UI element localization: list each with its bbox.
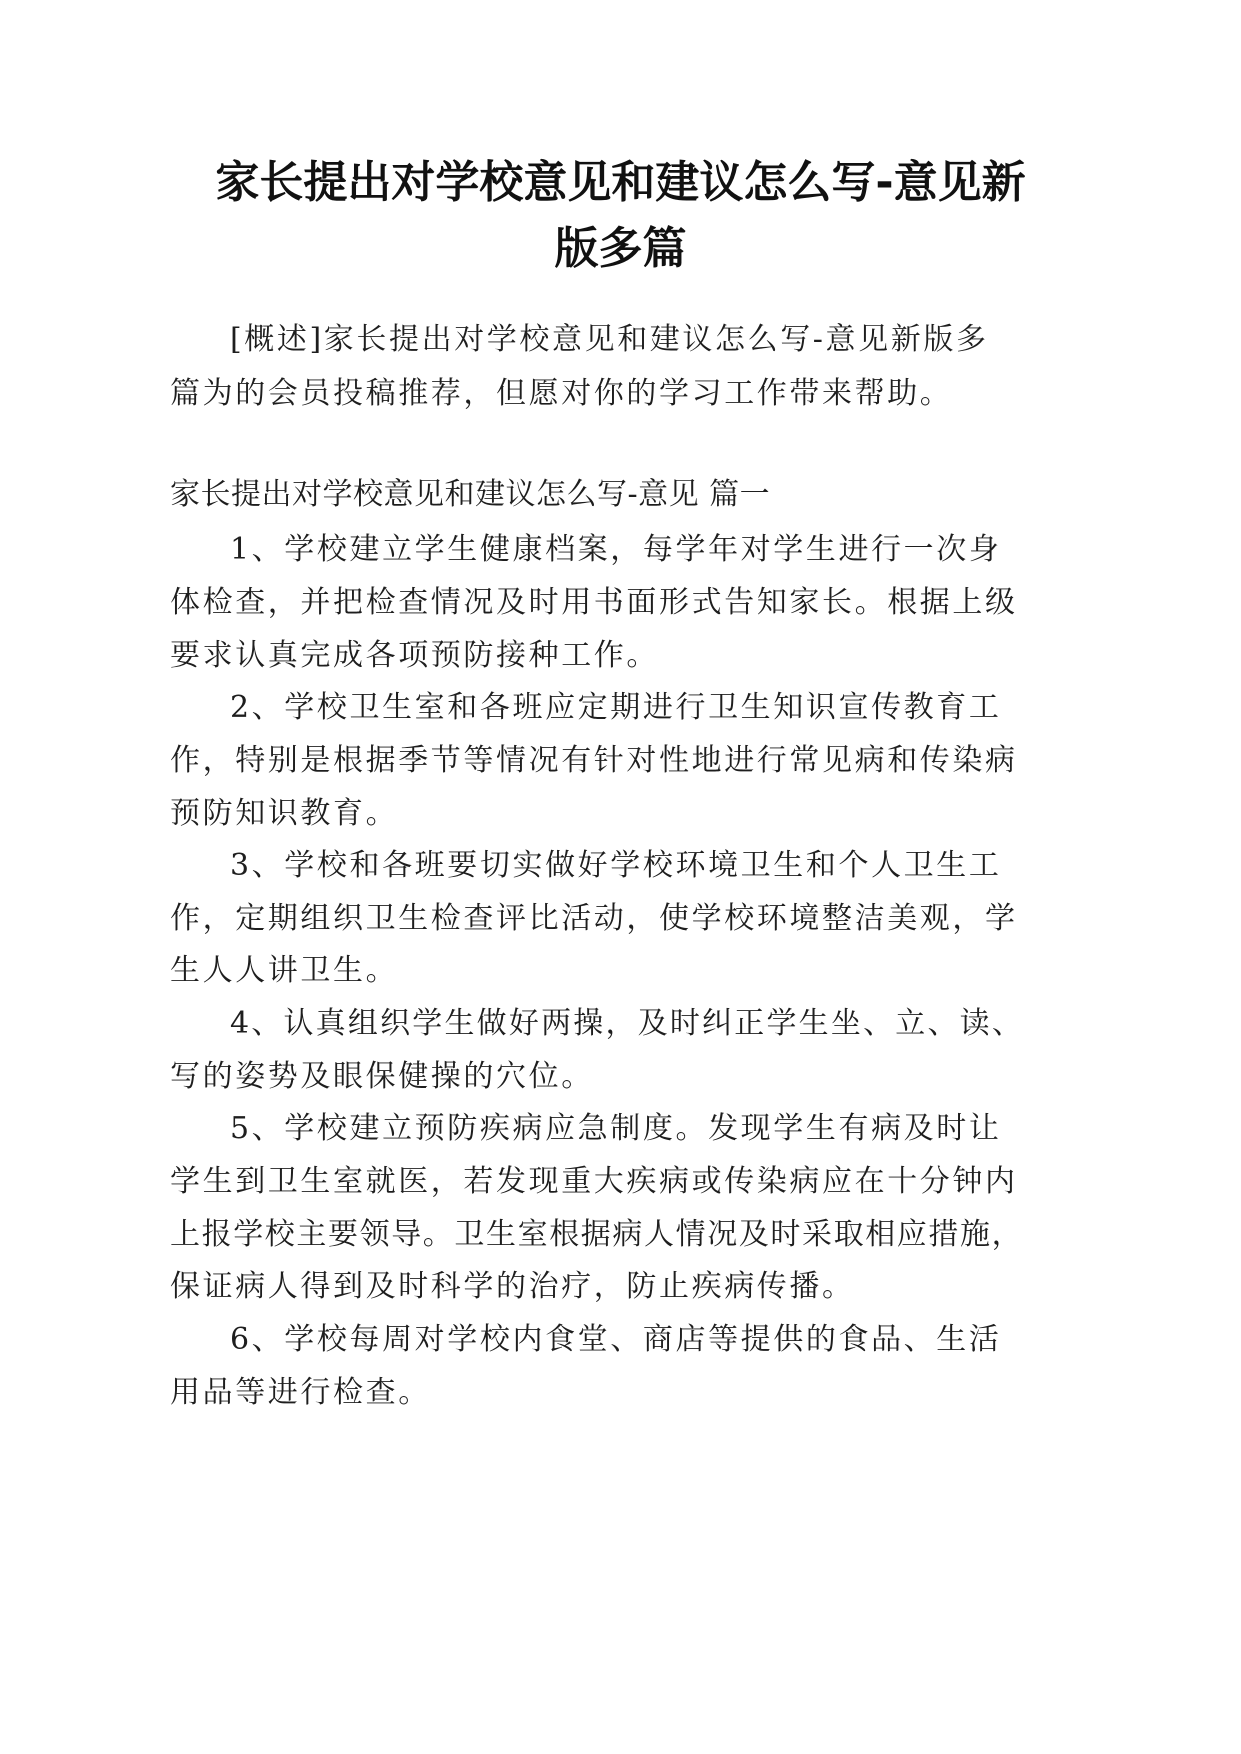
- item-1-line-2: 体检查，并把检查情况及时用书面形式告知家长。根据上级: [170, 585, 1018, 620]
- item-2-line-1: 2、学校卫生室和各班应定期进行卫生知识宣传教育工: [230, 690, 1002, 725]
- item-6-line-1: 6、学校每周对学校内食堂、商店等提供的食品、生活: [230, 1322, 1002, 1357]
- item-3-line-3: 生人人讲卫生。: [170, 953, 399, 988]
- item-6-line-2: 用品等进行检查。: [170, 1375, 431, 1410]
- item-1-line-3: 要求认真完成各项预防接种工作。: [170, 638, 659, 673]
- summary-line-2: 篇为的会员投稿推荐，但愿对你的学习工作带来帮助。: [170, 376, 953, 411]
- document-title: [140, 150, 1101, 282]
- item-5-line-4: 保证病人得到及时科学的治疗，防止疾病传播。: [170, 1269, 855, 1304]
- item-5-line-1: 5、学校建立预防疾病应急制度。发现学生有病及时让: [230, 1111, 1002, 1146]
- item-4-line-1: 4、认真组织学生做好两操，及时纠正学生坐、立、读、: [230, 1006, 1025, 1041]
- section-heading: 家长提出对学校意见和建议怎么写-意见 篇一: [170, 477, 771, 512]
- item-3-line-2: 作，定期组织卫生检查评比活动，使学校环境整洁美观，学: [170, 901, 1018, 936]
- item-1-line-1: 1、学校建立学生健康档案，每学年对学生进行一次身: [230, 532, 1002, 567]
- title-line-1: 家长提出对学校意见和建议怎么写-意见新: [215, 157, 1026, 208]
- item-4-line-2: 写的姿势及眼保健操的穴位。: [170, 1059, 594, 1094]
- item-2-line-2: 作，特别是根据季节等情况有针对性地进行常见病和传染病: [170, 743, 1018, 778]
- title-line-2: 版多篇: [554, 223, 687, 274]
- item-3-line-1: 3、学校和各班要切实做好学校环境卫生和个人卫生工: [230, 848, 1002, 883]
- item-2-line-3: 预防知识教育。: [170, 796, 399, 831]
- summary-line-1: [概述]家长提出对学校意见和建议怎么写-意见新版多: [230, 322, 989, 357]
- item-5-line-3: 上报学校主要领导。卫生室根据病人情况及时采取相应措施，: [170, 1217, 1024, 1252]
- item-5-line-2: 学生到卫生室就医，若发现重大疾病或传染病应在十分钟内: [170, 1164, 1018, 1199]
